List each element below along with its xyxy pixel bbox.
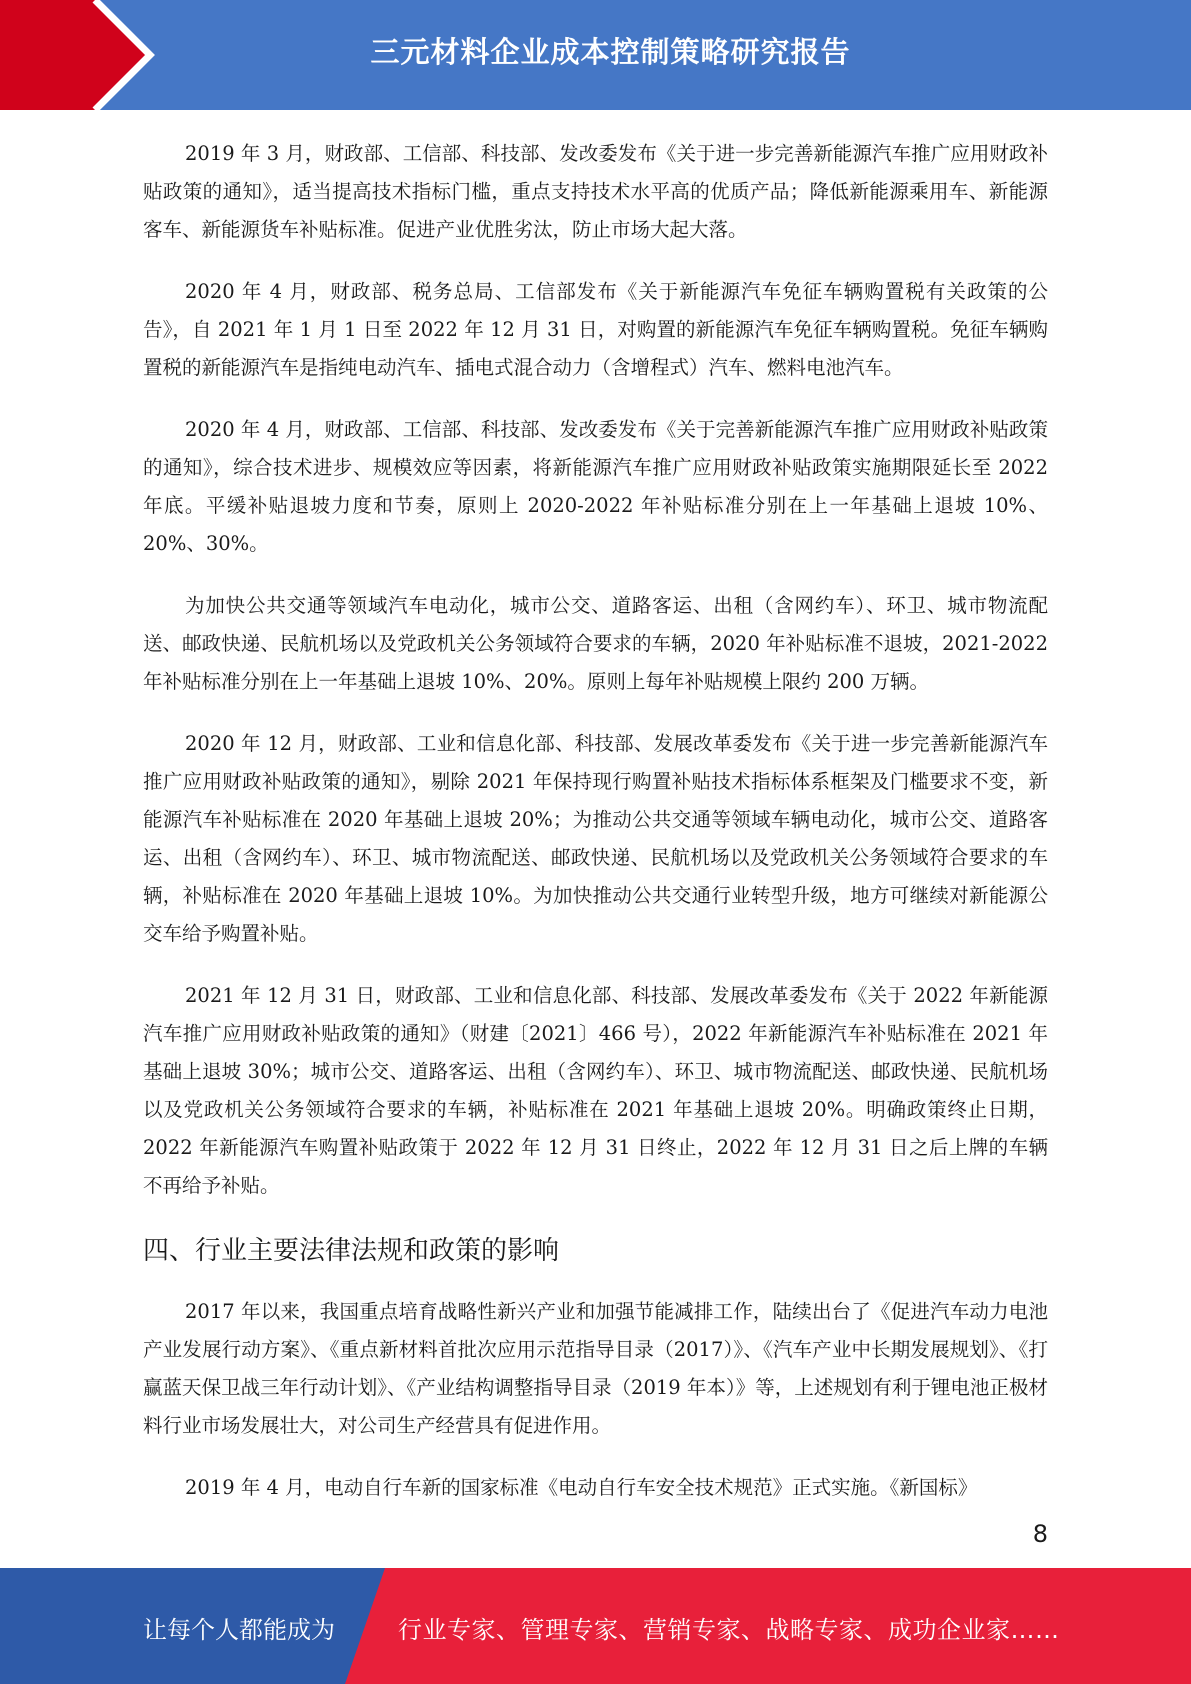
- paragraph: 2020 年 12 月，财政部、工业和信息化部、科技部、发展改革委发布《关于进一步完善新能源汽车推广应用财政补贴政策的通知》，剔除 2021 年保持现行购置补贴技术指标体系框架及门槛要求不变，新能源汽车补贴标准在 2020 年基础上退坡 20%；为推动公共交通等领域车辆电动化，城市公交、道路客运、出租（含网约车）、环卫、城市物流配送、邮政快递、民航机场以及党政机关公务领域符合要求的车辆，补贴标准在 2020 年基础上退坡 10%。为加快推动公共交通行业转型升级，地方可继续对新能源公交车给予购置补贴。: [143, 732, 1048, 945]
- footer-slogan-right: 行业专家、管理专家、营销专家、战略专家、成功企业家……: [398, 1616, 1060, 1644]
- page-number: 8: [1032, 1520, 1048, 1548]
- paragraph: 2019 年 3 月，财政部、工信部、科技部、发改委发布《关于进一步完善新能源汽车推广应用财政补贴政策的通知》，适当提高技术指标门槛，重点支持技术水平高的优质产品；降低新能源乘用车、新能源客车、新能源货车补贴标准。促进产业优胜劣汰，防止市场大起大落。: [143, 142, 1048, 241]
- document-title: 三元材料企业成本控制策略研究报告: [370, 35, 851, 69]
- paragraph: 为加快公共交通等领域汽车电动化，城市公交、道路客运、出租（含网约车）、环卫、城市物流配送、邮政快递、民航机场以及党政机关公务领域符合要求的车辆，2020 年补贴标准不退坡，2021-2022 年补贴标准分别在上一年基础上退坡 10%、20%。原则上每年补贴规模上限约 200 万辆。: [143, 594, 1048, 693]
- footer-slogan-left: 让每个人都能成为: [143, 1616, 335, 1644]
- paragraph: 2021 年 12 月 31 日，财政部、工业和信息化部、科技部、发展改革委发布《关于 2022 年新能源汽车推广应用财政补贴政策的通知》（财建〔2021〕466 号），2022 年新能源汽车补贴标准在 2021 年基础上退坡 30%；城市公交、道路客运、出租（含网约车）、环卫、城市物流配送、邮政快递、民航机场以及党政机关公务领域符合要求的车辆，补贴标准在 2021 年基础上退坡 20%。明确政策终止日期，2022 年新能源汽车购置补贴政策于 2022 年 12 月 31 日终止，2022 年 12 月 31 日之后上牌的车辆不再给予补贴。: [143, 984, 1048, 1197]
- paragraph: 2017 年以来，我国重点培育战略性新兴产业和加强节能减排工作，陆续出台了《促进汽车动力电池产业发展行动方案》、《重点新材料首批次应用示范指导目录（2017）》、《汽车产业中长期发展规划》、《打赢蓝天保卫战三年行动计划》、《产业结构调整指导目录（2019 年本）》等，上述规划有利于锂电池正极材料行业市场发展壮大，对公司生产经营具有促进作用。: [143, 1300, 1048, 1437]
- section-heading: 四、行业主要法律法规和政策的影响: [143, 1236, 560, 1266]
- paragraph: 2019 年 4 月，电动自行车新的国家标准《电动自行车安全技术规范》正式实施。《新国标》: [185, 1476, 978, 1499]
- page-footer: [0, 1568, 1191, 1684]
- main-content: [143, 135, 1048, 1531]
- paragraph: 2020 年 4 月，财政部、税务总局、工信部发布《关于新能源汽车免征车辆购置税有关政策的公告》，自 2021 年 1 月 1 日至 2022 年 12 月 31 日，对购置的新能源汽车免征车辆购置税。免征车辆购置税的新能源汽车是指纯电动汽车、插电式混合动力（含增程式）汽车、燃料电池汽车。: [143, 280, 1048, 379]
- page-header: [0, 0, 1191, 110]
- paragraph: 2020 年 4 月，财政部、工信部、科技部、发改委发布《关于完善新能源汽车推广应用财政补贴政策的通知》，综合技术进步、规模效应等因素，将新能源汽车推广应用财政补贴政策实施期限延长至 2022 年底。平缓补贴退坡力度和节奏，原则上 2020-2022 年补贴标准分别在上一年基础上退坡 10%、20%、30%。: [143, 418, 1048, 555]
